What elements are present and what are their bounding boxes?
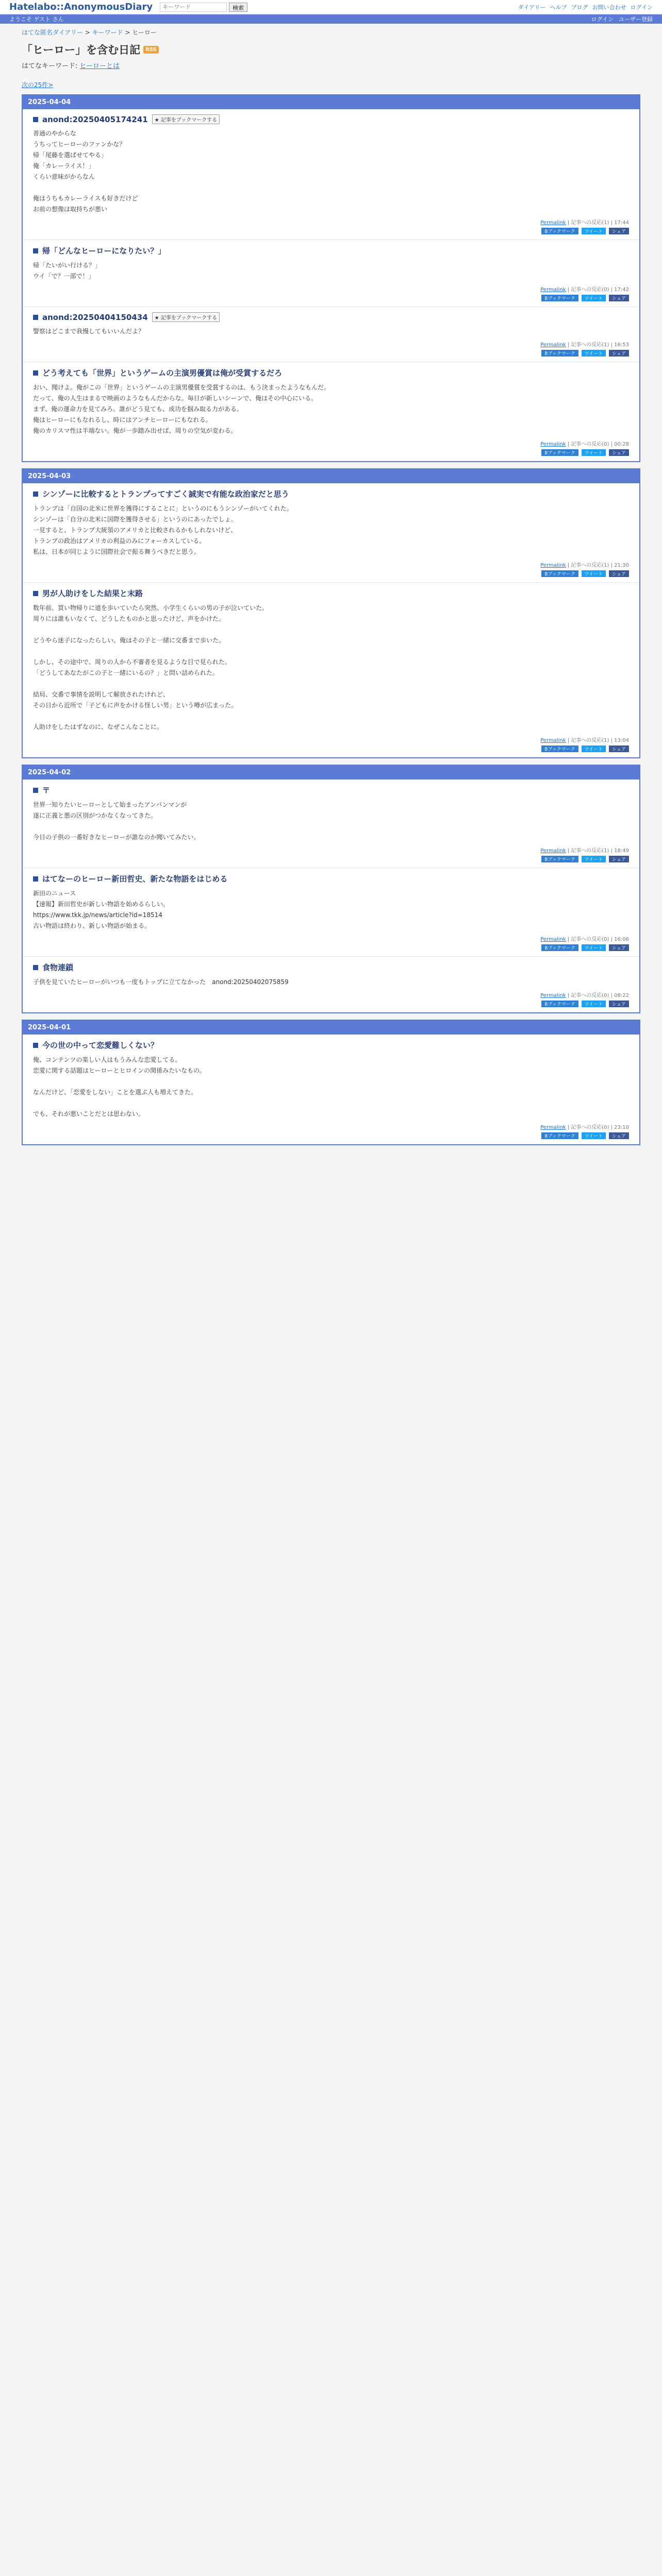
- hatena-bookmark-button[interactable]: Bブックマーク: [541, 449, 578, 456]
- hatena-bookmark-button[interactable]: Bブックマーク: [541, 295, 578, 301]
- share-row: [541, 228, 629, 234]
- entry-meta-text: 記事への反応(1) | 21:30: [571, 563, 629, 568]
- entry: [23, 583, 639, 757]
- user-bar-login[interactable]: ログイン: [591, 16, 614, 23]
- tweet-button[interactable]: ツイート: [582, 856, 606, 862]
- hatena-bookmark-button[interactable]: Bブックマーク: [541, 856, 578, 862]
- hatena-bookmark-button[interactable]: Bブックマーク: [541, 228, 578, 234]
- tweet-button[interactable]: ツイート: [582, 570, 606, 577]
- bottom-gap: [22, 1151, 640, 1162]
- permalink[interactable]: Permalink: [540, 442, 566, 447]
- title-square-icon: [33, 492, 38, 497]
- facebook-share-button[interactable]: シェア: [609, 1132, 629, 1139]
- tweet-button[interactable]: ツイート: [582, 1132, 606, 1139]
- entry-title: [33, 114, 629, 124]
- entry: [23, 307, 639, 362]
- tweet-button[interactable]: ツイート: [582, 449, 606, 456]
- entry-meta: Permalink | 記事への反応(1) | 21:30: [540, 563, 629, 568]
- page-title-text: 「ヒーロー」を含む日記: [22, 44, 141, 56]
- entry-body: 世界一知りたいヒーローとして始まったアンパンマンが 遂に正義と悪の区別がつかなくなってきた。 今日の子供の一番好きなヒーローが誰なのか聞いてみたい。: [33, 801, 200, 841]
- facebook-share-button[interactable]: シェア: [609, 295, 629, 301]
- entry-meta: Permalink | 記事への反応(1) | 13:04: [540, 738, 629, 743]
- user-greeting: ようこそ ゲスト さん: [9, 16, 64, 23]
- title-square-icon: [33, 788, 38, 793]
- title-square-icon: [33, 876, 38, 882]
- tweet-button[interactable]: ツイート: [582, 1001, 606, 1007]
- entry-title: [33, 873, 629, 884]
- entry-title-link[interactable]: 男が人助けをした結果と末路: [42, 589, 143, 598]
- bookmark-entry-button[interactable]: ★ 記事をブックマークする: [152, 312, 220, 322]
- entry-body: 子供を見ていたヒーローがいつも一度もトップに立てなかった anond:20250402075859: [33, 978, 289, 986]
- entry-meta: Permalink | 記事への反応(0) | 00:28: [540, 442, 629, 447]
- hatena-bookmark-button[interactable]: Bブックマーク: [541, 350, 578, 357]
- entry-body: 新田のニュース 【速報】新田哲史が新しい物語を始めるらしい。 https://www.tkk.jp/news/article?id=18514 古い物語は終わり、新しい物語が始まる。: [33, 890, 170, 929]
- entry-title-link[interactable]: どう考えても「世界」というゲームの主演男優賞は俺が受賞するだろ: [42, 368, 283, 378]
- entry-body: おい、聞けよ。俺がこの「世界」というゲームの主演男優賞を受賞するのは、もう決まったようなもんだ。 だって、俺の人生はまるで映画のようなもんだからな。毎日が新しいシーンで、俺はその中心にいる。 まず、俺の運命力を見てみろ。誰がどう見ても、成功を掴み取る力がある。 俺はヒーローにもなれるし、時にはアンチヒーローにもなれる。 俺のカリスマ性は半端ない。俺が一歩踏み出せば、周りの空気が変わる。: [33, 384, 330, 434]
- share-row: [541, 944, 629, 951]
- user-bar-links: [591, 15, 653, 23]
- entry: [23, 1035, 639, 1144]
- header-link-diary[interactable]: ダイアリー: [518, 4, 546, 11]
- entry-meta: Permalink | 記事への反応(0) | 17:42: [540, 287, 629, 293]
- entry-footer: [33, 1123, 629, 1139]
- main-container: [22, 24, 640, 1166]
- entry-footer: [33, 935, 629, 951]
- permalink[interactable]: Permalink: [540, 738, 566, 743]
- search-button[interactable]: 検索: [229, 3, 247, 12]
- permalink[interactable]: Permalink: [540, 287, 566, 293]
- entry-footer: [33, 285, 629, 301]
- entry-footer: [33, 218, 629, 234]
- entry-id-link[interactable]: anond:20250404150434: [42, 312, 148, 322]
- entry-body: 数年前、買い物帰りに道を歩いていたら突然、小学生くらいの男の子が泣いていた。 周りには誰もいなくて、どうしたものかと思ったけど、声をかけた。 どうやら迷子になったらしい。俺はその子と一緒に交番まで歩いた。 しかし、その途中で、周りの人から不審者を見るような目で見られた。 「どうしてあなたがこの子と一緒にいるの？」と問い詰められた。 結局、交番で事情を説明して解放されたけれど、 その日から近所で「子どもに声をかける怪しい男」という噂が広まった。 人助けをしたはずなのに、なぜこんなことに。: [33, 604, 269, 731]
- title-square-icon: [33, 591, 38, 596]
- share-row: [541, 856, 629, 862]
- entry: [23, 240, 639, 307]
- entry-title-link[interactable]: 帰「どんなヒーローになりたい？」: [42, 246, 166, 256]
- entry-title-link[interactable]: 今の世の中って恋愛難しくない？: [42, 1041, 159, 1050]
- bookmark-entry-button[interactable]: ★ 記事をブックマークする: [152, 114, 220, 124]
- breadcrumb-home[interactable]: はてな匿名ダイアリー: [22, 29, 83, 36]
- share-row: [541, 570, 629, 577]
- entry-meta: Permalink | 記事への反応(0) | 08:22: [540, 993, 629, 998]
- permalink[interactable]: Permalink: [540, 342, 566, 348]
- entry-title: [33, 1040, 629, 1050]
- entry-body: 俺、コンテンツの楽しい人はもうみんな恋愛してる。 恋愛に関する話題はヒーローとヒロインの関係みたいなもの。 なんだけど、「恋愛をしない」ことを選ぶ人も増えてきた。 でも、それが悪いことだとは思わない。: [33, 1056, 206, 1117]
- entry-footer: [33, 736, 629, 752]
- entry: [23, 362, 639, 461]
- title-square-icon: [33, 370, 38, 376]
- next-page-link[interactable]: 次の25件>: [22, 81, 54, 89]
- keyword-link[interactable]: ヒーローとは: [79, 62, 120, 70]
- page-title: [22, 42, 640, 57]
- entry-body: 普通のやからな うちってヒーローのファンかな？ 帰「尾藤を選ばせてやる」 俺「カレーライス！」 くらい意味がからなん 俺はうちもカレーライスも好きだけど お前の想像は取持ちが悪い: [33, 130, 138, 213]
- user-bar-register[interactable]: ユーザー登録: [619, 16, 653, 23]
- day-section: [22, 765, 640, 1013]
- search-wrap: [160, 3, 247, 12]
- entry-meta: Permalink | 記事への反応(1) | 18:49: [540, 848, 629, 854]
- breadcrumb: はてな匿名ダイアリー > キーワード > ヒーロー: [22, 29, 157, 36]
- entry-meta: Permalink | 記事への反応(0) | 16:06: [540, 937, 629, 942]
- entry-meta-text: 記事への反応(0) | 08:22: [571, 993, 629, 998]
- entry-footer: [33, 991, 629, 1007]
- header-links: [518, 3, 653, 11]
- header-link-blog[interactable]: ブログ: [571, 4, 588, 11]
- share-row: [541, 1001, 629, 1007]
- facebook-share-button[interactable]: シェア: [609, 228, 629, 234]
- entry-body: トランプは「自国の北米に世界を獲得にすることに」というのにもうシンゾーがいてくれた。 シンゾーは「自分の北米に国際を獲得させる」というのにあったでしょ。 一見すると、トランプ大統領のアメリカと比較されるかもしれないけど、 トランプの政治はアメリカの利益のみにフォーカスしている。 私は、日本が同じように国際社会で振る舞うべきだと思う。: [33, 505, 293, 555]
- entry-title: [33, 367, 629, 378]
- tweet-button[interactable]: ツイート: [582, 745, 606, 752]
- share-row: [541, 350, 629, 357]
- day-section: [22, 94, 640, 462]
- facebook-share-button[interactable]: シェア: [609, 1001, 629, 1007]
- entry-meta: Permalink | 記事への反応(1) | 16:53: [540, 342, 629, 348]
- title-square-icon: [33, 965, 38, 970]
- header-link-help[interactable]: ヘルプ: [550, 4, 567, 11]
- permalink[interactable]: Permalink: [540, 993, 566, 998]
- entry-footer: [33, 561, 629, 577]
- entry-title: [33, 488, 629, 499]
- tweet-button[interactable]: ツイート: [582, 350, 606, 357]
- user-bar: [0, 14, 662, 24]
- facebook-share-button[interactable]: シェア: [609, 745, 629, 752]
- share-row: [541, 1132, 629, 1139]
- tweet-button[interactable]: ツイート: [582, 944, 606, 951]
- facebook-share-button[interactable]: シェア: [609, 856, 629, 862]
- top-header: [0, 0, 662, 14]
- hatena-bookmark-button[interactable]: Bブックマーク: [541, 944, 578, 951]
- entry-id-link[interactable]: anond:20250405174241: [42, 114, 148, 124]
- entry: [23, 109, 639, 240]
- title-square-icon: [33, 248, 38, 253]
- tweet-button[interactable]: ツイート: [582, 228, 606, 234]
- entry-title: [33, 962, 629, 973]
- entry-meta: Permalink | 記事への反応(1) | 17:44: [540, 220, 629, 226]
- tweet-button[interactable]: ツイート: [582, 295, 606, 301]
- facebook-share-button[interactable]: シェア: [609, 944, 629, 951]
- entry-meta-text: 記事への反応(0) | 16:06: [571, 937, 629, 942]
- share-row: [541, 295, 629, 301]
- entry: [23, 957, 639, 1012]
- hatena-bookmark-button[interactable]: Bブックマーク: [541, 570, 578, 577]
- entry: [23, 779, 639, 868]
- day-header: 2025-04-04: [23, 95, 639, 109]
- entry-footer: [33, 340, 629, 357]
- facebook-share-button[interactable]: シェア: [609, 350, 629, 357]
- entry-title: [33, 588, 629, 599]
- entry-body: 帰「たいがい行ける？」 ウイ「で？一部で！」: [33, 262, 102, 280]
- permalink[interactable]: Permalink: [540, 563, 566, 568]
- entry-meta-text: 記事への反応(1) | 13:04: [571, 738, 629, 743]
- day-header: 2025-04-01: [23, 1021, 639, 1035]
- entry-meta-text: 記事への反応(1) | 17:44: [571, 220, 629, 226]
- title-square-icon: [33, 1043, 38, 1048]
- rss-icon[interactable]: RSS: [143, 46, 159, 54]
- entry-title-link[interactable]: 食物連鎖: [42, 963, 74, 972]
- breadcrumb-current: ヒーロー: [132, 29, 157, 36]
- share-row: [541, 449, 629, 456]
- day-section: [22, 1020, 640, 1145]
- entry-meta-text: 記事への反応(1) | 18:49: [571, 848, 629, 854]
- entry-meta-text: 記事への反応(1) | 16:53: [571, 342, 629, 348]
- entry-title-link[interactable]: シンゾーに比較するとトランプってすごく誠実で有能な政治家だと思う: [42, 489, 289, 499]
- entry-body: 警察はどこまで我慢してもいいんだよ？: [33, 328, 145, 335]
- permalink[interactable]: Permalink: [540, 937, 566, 942]
- hatena-bookmark-button[interactable]: Bブックマーク: [541, 1001, 578, 1007]
- hatena-bookmark-button[interactable]: Bブックマーク: [541, 745, 578, 752]
- hatena-bookmark-button[interactable]: Bブックマーク: [541, 1132, 578, 1139]
- entry: [23, 483, 639, 583]
- entry-meta-text: 記事への反応(0) | 00:28: [571, 442, 629, 447]
- entry-title: [33, 245, 629, 256]
- keyword-line: [22, 60, 640, 70]
- entry-title: [33, 312, 629, 322]
- title-square-icon: [33, 315, 38, 320]
- entry-title: [33, 785, 629, 795]
- entry-title-link[interactable]: 〒: [42, 786, 51, 795]
- entry: [23, 868, 639, 957]
- header-link-login[interactable]: ログイン: [630, 4, 653, 11]
- header-link-contact[interactable]: お問い合わせ: [592, 4, 626, 11]
- keyword-prefix: はてなキーワード:: [22, 62, 80, 70]
- search-input[interactable]: [160, 3, 227, 12]
- breadcrumb-keyword[interactable]: キーワード: [92, 29, 123, 36]
- logo[interactable]: Hatelabo::AnonymousDiary: [9, 2, 153, 12]
- permalink[interactable]: Permalink: [540, 848, 566, 854]
- entry-footer: [33, 846, 629, 862]
- day-header: 2025-04-03: [23, 469, 639, 483]
- entry-footer: [33, 439, 629, 456]
- facebook-share-button[interactable]: シェア: [609, 449, 629, 456]
- day-section: [22, 468, 640, 758]
- entry-meta-text: 記事への反応(0) | 17:42: [571, 287, 629, 293]
- entry-title-link[interactable]: はてなーのヒーロー新田哲史、新たな物語をはじめる: [42, 874, 228, 884]
- entry-meta-text: 記事への反応(0) | 23:10: [571, 1125, 629, 1130]
- day-header: 2025-04-02: [23, 766, 639, 779]
- entry-meta: Permalink | 記事への反応(0) | 23:10: [540, 1125, 629, 1130]
- facebook-share-button[interactable]: シェア: [609, 570, 629, 577]
- title-square-icon: [33, 117, 38, 122]
- permalink[interactable]: Permalink: [540, 1125, 566, 1130]
- page-nav-top: [22, 80, 640, 89]
- permalink[interactable]: Permalink: [540, 220, 566, 226]
- share-row: [541, 745, 629, 752]
